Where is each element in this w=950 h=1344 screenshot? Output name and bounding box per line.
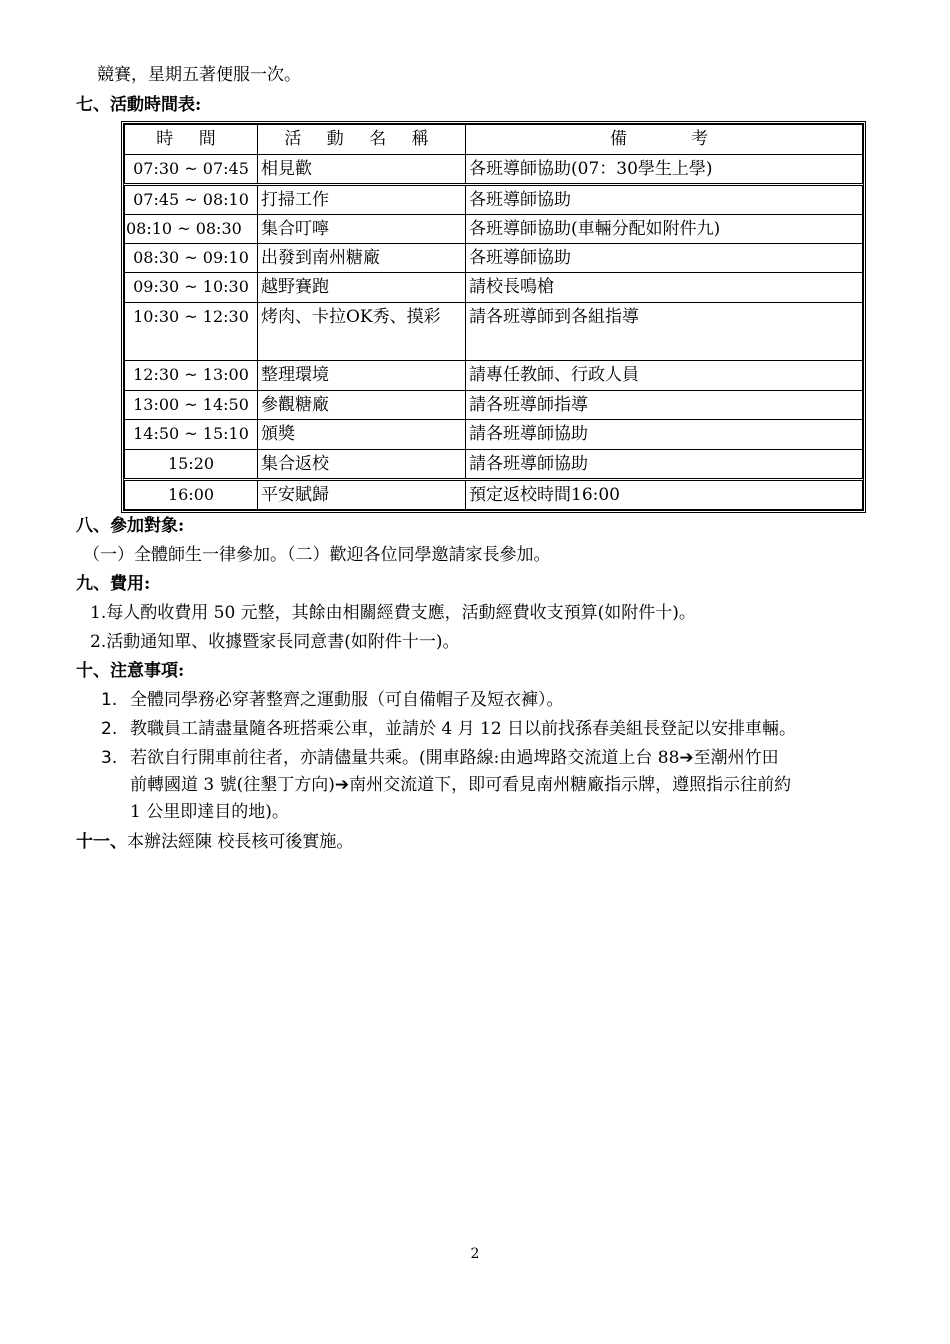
- intro-line: 競賽，星期五著便服一次。: [97, 65, 301, 85]
- notice-3-line-2-part-a: 前轉國道 3 號(往墾丁方向): [130, 775, 335, 795]
- notice-3-line-3: 1 公里即達目的地)。: [130, 802, 289, 822]
- note-cell: 各班導師協助(車輛分配如附件九): [466, 215, 863, 244]
- time-cell: 08:30 ~ 09:10: [125, 244, 258, 273]
- activity-cell: 相見歡: [258, 155, 466, 185]
- note-cell: 各班導師協助(07：30學生上學): [466, 155, 863, 185]
- note-cell: 請各班導師指導: [466, 391, 863, 420]
- notice-1-text: 全體同學務必穿著整齊之運動服（可自備帽子及短衣褲）。: [130, 690, 564, 710]
- table-row: [125, 185, 863, 215]
- time-cell: 15:20: [125, 450, 258, 480]
- schedule-header-row: [125, 125, 863, 155]
- table-row: [125, 303, 863, 361]
- activity-cell: 集合返校: [258, 450, 466, 480]
- arrow-right-icon: ➔: [334, 775, 350, 795]
- section-9-item-1: 1.每人酌收費用 50 元整，其餘由相關經費支應，活動經費收支預算(如附件十)。: [90, 603, 696, 623]
- notice-1-number: 1.: [101, 690, 118, 710]
- time-cell: 08:10 ~ 08:30: [125, 215, 258, 244]
- notice-3-number: 3.: [101, 748, 118, 768]
- time-cell: 07:30 ~ 07:45: [125, 155, 258, 185]
- section-11-text: 本辦法經陳 校長核可後實施。: [127, 832, 354, 852]
- notice-3-line-2: [130, 773, 791, 797]
- section-8-text: （一）全體師生一律參加。（二）歡迎各位同學邀請家長參加。: [83, 545, 551, 565]
- activity-cell: 集合叮嚀: [258, 215, 466, 244]
- note-cell: 請各班導師到各組指導: [466, 303, 863, 361]
- activity-cell: 平安賦歸: [258, 480, 466, 510]
- table-row: [125, 155, 863, 185]
- activity-cell: 頒獎: [258, 420, 466, 450]
- time-cell: 09:30 ~ 10:30: [125, 273, 258, 303]
- table-row: [125, 361, 863, 391]
- note-cell: 請專任教師、行政人員: [466, 361, 863, 391]
- section-7-title: 七、活動時間表:: [76, 95, 202, 115]
- time-cell: 07:45 ~ 08:10: [125, 185, 258, 215]
- table-row: [125, 480, 863, 510]
- section-10-title: 十、注意事項:: [76, 661, 185, 681]
- note-cell: 請各班導師協助: [466, 420, 863, 450]
- table-row: [125, 244, 863, 273]
- time-cell: 13:00 ~ 14:50: [125, 391, 258, 420]
- table-row: [125, 420, 863, 450]
- activity-cell: 越野賽跑: [258, 273, 466, 303]
- activity-cell: 整理環境: [258, 361, 466, 391]
- note-cell: 請各班導師協助: [466, 450, 863, 480]
- time-cell: 16:00: [125, 480, 258, 510]
- table-row: [125, 450, 863, 480]
- notice-3-line-1-part-a: 若欲自行開車前往者，亦請儘量共乘。(開車路線:由過埤路交流道上台 88: [130, 748, 680, 768]
- page-number: 2: [470, 1246, 480, 1262]
- table-row: [125, 273, 863, 303]
- table-row: [125, 215, 863, 244]
- notice-3-line-1: [130, 746, 779, 770]
- activity-cell: 參觀糖廠: [258, 391, 466, 420]
- schedule-table: [121, 121, 866, 513]
- header-note: 備 考: [466, 125, 863, 155]
- section-11: [76, 830, 353, 854]
- notice-2-number: 2.: [101, 719, 118, 739]
- section-8-title: 八、參加對象:: [76, 516, 185, 536]
- section-11-title: 十一、: [76, 832, 127, 852]
- time-cell: 12:30 ~ 13:00: [125, 361, 258, 391]
- notice-2-text: 教職員工請盡量隨各班搭乘公車，並請於 4 月 12 日以前找孫春美組長登記以安排車輛。: [130, 719, 797, 739]
- table-row: [125, 391, 863, 420]
- note-cell: 預定返校時間16:00: [466, 480, 863, 510]
- note-cell: 各班導師協助: [466, 185, 863, 215]
- notice-3-line-2-part-b: 南州交流道下，即可看見南州糖廠指示牌，遵照指示往前約: [349, 775, 792, 795]
- note-cell: 各班導師協助: [466, 244, 863, 273]
- section-9-item-2: 2.活動通知單、收據暨家長同意書(如附件十一)。: [90, 632, 460, 652]
- notice-3-line-1-part-b: 至潮州竹田: [693, 748, 779, 768]
- section-9-title: 九、費用:: [76, 574, 151, 594]
- header-time: 時 間: [125, 125, 258, 155]
- header-activity: 活 動 名 稱: [258, 125, 466, 155]
- activity-cell: 烤肉、卡拉OK秀、摸彩: [258, 303, 466, 361]
- arrow-right-icon: ➔: [679, 748, 694, 768]
- time-cell: 10:30 ~ 12:30: [125, 303, 258, 361]
- activity-cell: 打掃工作: [258, 185, 466, 215]
- time-cell: 14:50 ~ 15:10: [125, 420, 258, 450]
- activity-cell: 出發到南州糖廠: [258, 244, 466, 273]
- note-cell: 請校長鳴槍: [466, 273, 863, 303]
